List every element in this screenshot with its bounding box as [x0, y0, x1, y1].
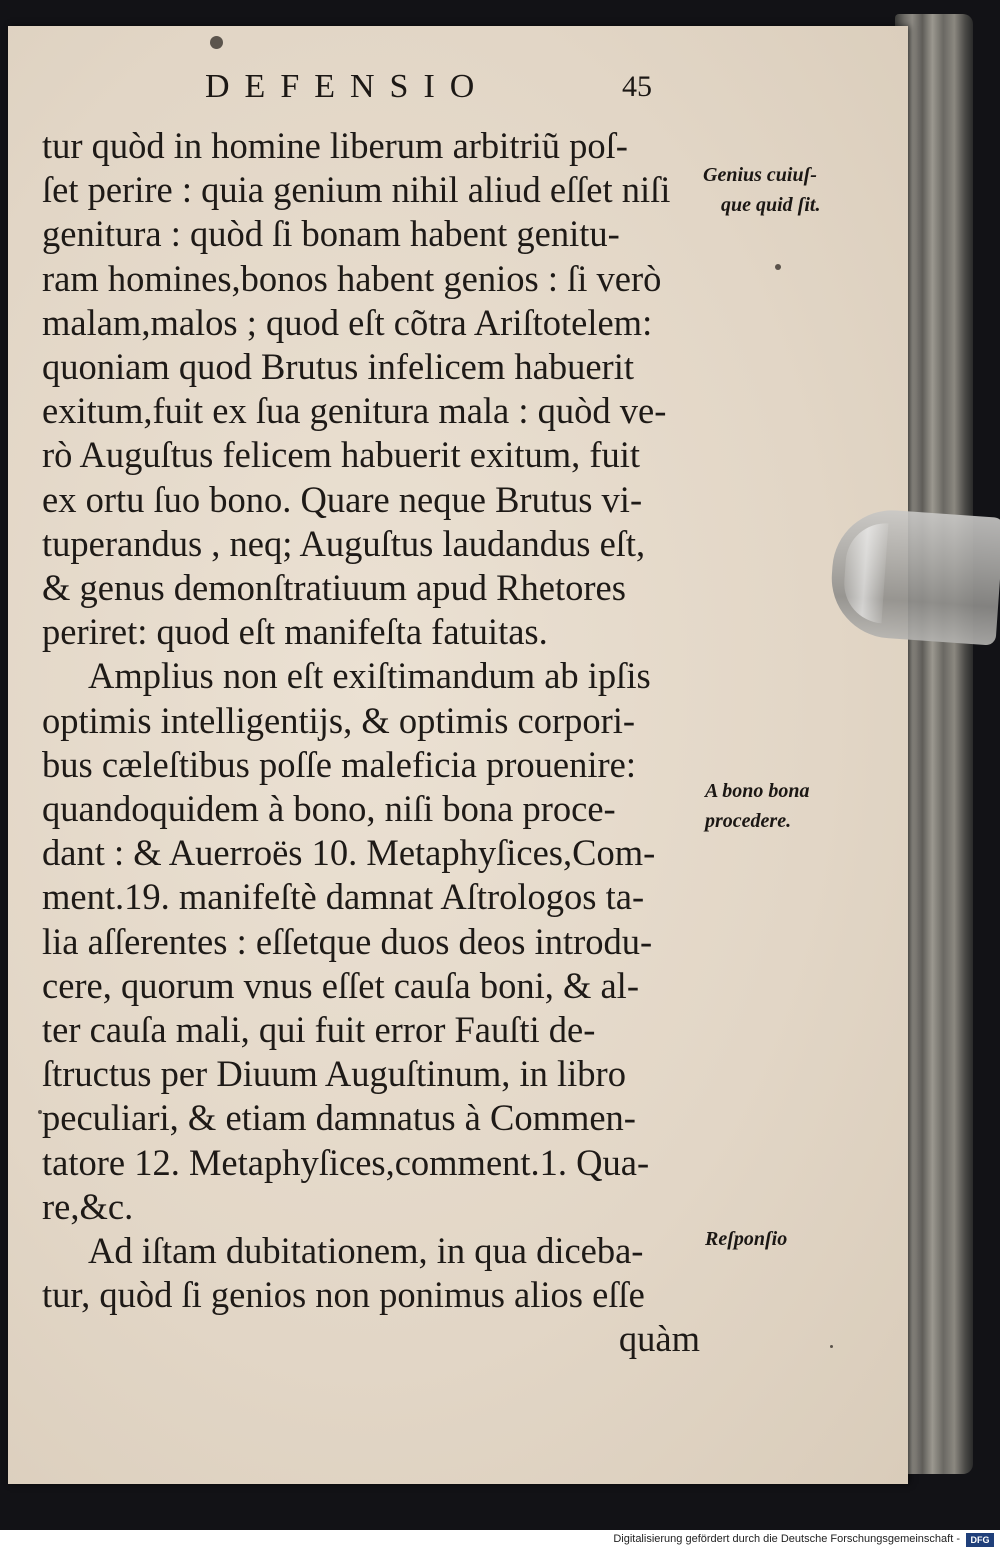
footer-credit: Digitalisierung gefördert durch die Deutsche Forschungsgemeinschaft -	[613, 1533, 960, 1545]
text-line: tuperandus , neq; Auguſtus laudandus eſt,	[42, 522, 646, 564]
text-line: quàm	[618, 1318, 700, 1360]
text-line: rò Auguſtus felicem habuerit exitum, fuit	[42, 434, 641, 476]
page-number: 45	[622, 70, 652, 103]
text-line: quoniam quod Brutus infelicem habuerit	[42, 346, 634, 388]
margin-note-bono-line2: procedere.	[705, 810, 792, 832]
text-line: malam,malos ; quod eſt cõtra Ariſtotelem:	[42, 301, 653, 343]
running-header: DEFENSIO	[205, 68, 490, 105]
margin-note-genius	[703, 160, 820, 220]
text-line: exitum,fuit ex ſua genitura mala : quòd ve-	[42, 390, 667, 432]
margin-note-responsio	[705, 1224, 787, 1254]
text-line: ex ortu ſuo bono. Quare neque Brutus vi-	[42, 478, 643, 520]
text-line: Ad iſtam dubitationem, in qua diceba-	[88, 1230, 644, 1272]
ink-speck	[775, 264, 781, 270]
text-line: ment.19. manifeſtè damnat Aſtrologos ta-	[42, 876, 645, 918]
text-line: quandoquidem à bono, niſi bona proce-	[42, 788, 616, 830]
dfg-logo: DFG	[966, 1533, 994, 1547]
text-line: bus cæleſtibus poſſe maleficia prouenire:	[42, 743, 636, 785]
text-line: ſtructus per Diuum Auguſtinum, in libro	[42, 1053, 626, 1095]
text-line: genitura : quòd ſi bonam habent genitu-	[42, 213, 620, 255]
margin-note-genius-line1: Genius cuiuſ-	[703, 164, 817, 186]
body-text	[42, 124, 702, 1362]
text-line: optimis intelligentijs, & optimis corpori-	[42, 699, 636, 741]
text-line: tur quòd in homine liberum arbitriũ poſ-	[42, 125, 628, 166]
text-line: lia aſſerentes : eſſetque duos deos introdu-	[42, 920, 653, 962]
text-line: ſet perire : quia genium nihil aliud eſſet niſi	[42, 169, 671, 211]
text-line: ram homines,bonos habent genios : ſi verò	[42, 257, 662, 299]
margin-note-bono	[705, 776, 809, 836]
margin-note-responsio-line: Reſponſio	[705, 1228, 788, 1250]
footer-bar	[0, 1530, 1000, 1551]
text-line: tatore 12. Metaphyſices,comment.1. Qua-	[42, 1141, 650, 1183]
text-line: re,&c.	[42, 1185, 134, 1227]
text-line: peculiari, & etiam damnatus à Commen-	[42, 1097, 636, 1139]
text-line: tur, quòd ſi genios non ponimus alios eſſe	[42, 1274, 645, 1316]
text-line: & genus demonſtratiuum apud Rhetores	[42, 567, 626, 609]
text-line: cere, quorum vnus eſſet cauſa boni, & al-	[42, 964, 639, 1006]
margin-note-genius-line2: que quid ſit.	[721, 194, 821, 216]
text-line: dant : & Auerroës 10. Metaphyſices,Com-	[42, 832, 656, 874]
ink-speck	[830, 1345, 833, 1348]
text-line: Amplius non eſt exiſtimandum ab ipſis	[88, 655, 651, 697]
text-line: periret: quod eſt manifeſta fatuitas.	[42, 611, 548, 653]
margin-note-bono-line1: A bono bona	[705, 780, 810, 802]
text-line: ter cauſa mali, qui fuit error Fauſti de-	[42, 1009, 596, 1051]
ink-speck	[38, 1110, 42, 1114]
page-hole-mark	[210, 36, 223, 49]
